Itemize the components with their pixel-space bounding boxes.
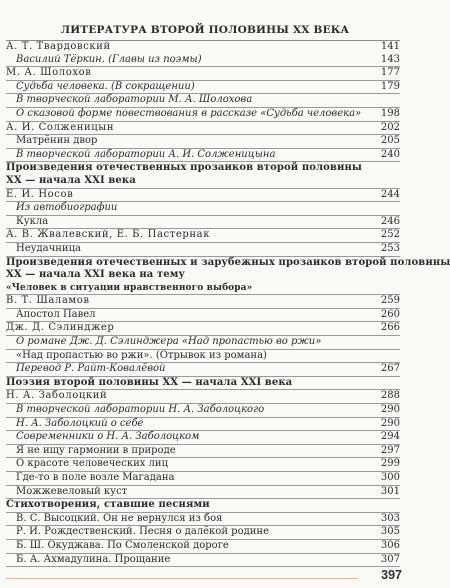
toc-entry: «Над пропастью во ржи». (Отрывок из романа) — [6, 350, 400, 364]
table-of-contents — [6, 40, 450, 567]
toc-entry: Василий Тёркин. (Главы из поэмы) 143 — [6, 54, 400, 68]
toc-entry: Можжевеловый куст 301 — [6, 486, 400, 500]
toc-entry: Е. И. Носов 244 — [6, 189, 400, 203]
toc-entry: Где-то в поле возле Магадана 300 — [6, 472, 400, 486]
toc-entry: Из автобиографии — [6, 202, 400, 216]
toc-entry: Б. Ш. Окуджава. По Смоленской дороге 306 — [6, 540, 400, 554]
toc-entry: А. И. Солженицын 202 — [6, 122, 400, 136]
section-heading: Произведения отечественных и зарубежных прозаиков второй половины — [6, 256, 450, 268]
page-number: 397 — [381, 568, 402, 582]
toc-entry: Кукла 246 — [6, 216, 400, 230]
toc-entry: Судьба человека. (В сокращении) 179 — [6, 81, 400, 95]
toc-entry: М. А. Шолохов 177 — [6, 67, 400, 81]
toc-entry: А. В. Жвалевский, Е. Б. Пастернак 252 — [6, 229, 400, 243]
toc-entry: Дж. Д. Сэлинджер 266 — [6, 322, 400, 336]
toc-entry: Неудачница 253 — [6, 243, 400, 257]
toc-entry: Н. А. Заболоцкий о себе 290 — [6, 418, 400, 432]
section-heading: «Человек в ситуации нравственного выбора» — [6, 282, 400, 296]
toc-entry: Н. А. Заболоцкий 288 — [6, 390, 400, 404]
toc-entry: А. Т. Твардовский 141 — [6, 41, 400, 52]
page-title: ЛИТЕРАТУРА ВТОРОЙ ПОЛОВИНЫ XX ВЕКА — [60, 24, 350, 36]
toc-entry: Матрёнин двор 205 — [6, 135, 400, 149]
section-heading: Произведения отечественных прозаиков второй половины — [6, 162, 363, 174]
footer-rule — [6, 578, 358, 579]
toc-entry: О сказовой форме повествования в рассказе «Судьба человека» 198 — [6, 108, 400, 122]
section-heading: Стихотворения, ставшие песнями — [6, 499, 400, 513]
section-heading: XX — начала XXI века — [6, 175, 400, 189]
section-heading: XX — начала XXI века на тему — [6, 269, 185, 281]
toc-entry: О красоте человеческих лиц 299 — [6, 458, 400, 472]
toc-entry: Современники о Н. А. Заболоцком 294 — [6, 431, 400, 445]
toc-entry: Апостол Павел 260 — [6, 309, 400, 323]
toc-entry: Б. А. Ахмадулина. Прощание 307 — [6, 554, 400, 568]
toc-entry: В. Т. Шаламов 259 — [6, 295, 400, 309]
toc-entry: Я не ищу гармонии в природе 297 — [6, 445, 400, 459]
toc-entry: О романе Дж. Д. Сэлинджера «Над пропастью во ржи» — [6, 336, 400, 350]
section-heading: Поэзия второй половины XX — начала XXI века — [6, 377, 400, 391]
toc-entry: В творческой лаборатории А. И. Солженицына 240 — [6, 149, 400, 163]
toc-entry: В творческой лаборатории М. А. Шолохова — [6, 94, 400, 108]
toc-entry: В творческой лаборатории Н. А. Заболоцкого 290 — [6, 404, 400, 418]
toc-entry: Р. И. Рождественский. Песня о далёкой родине 305 — [6, 526, 400, 540]
toc-entry: Перевод Р. Райт-Ковалёвой 267 — [6, 363, 400, 377]
toc-entry: В. С. Высоцкий. Он не вернулся из боя 303 — [6, 513, 400, 527]
